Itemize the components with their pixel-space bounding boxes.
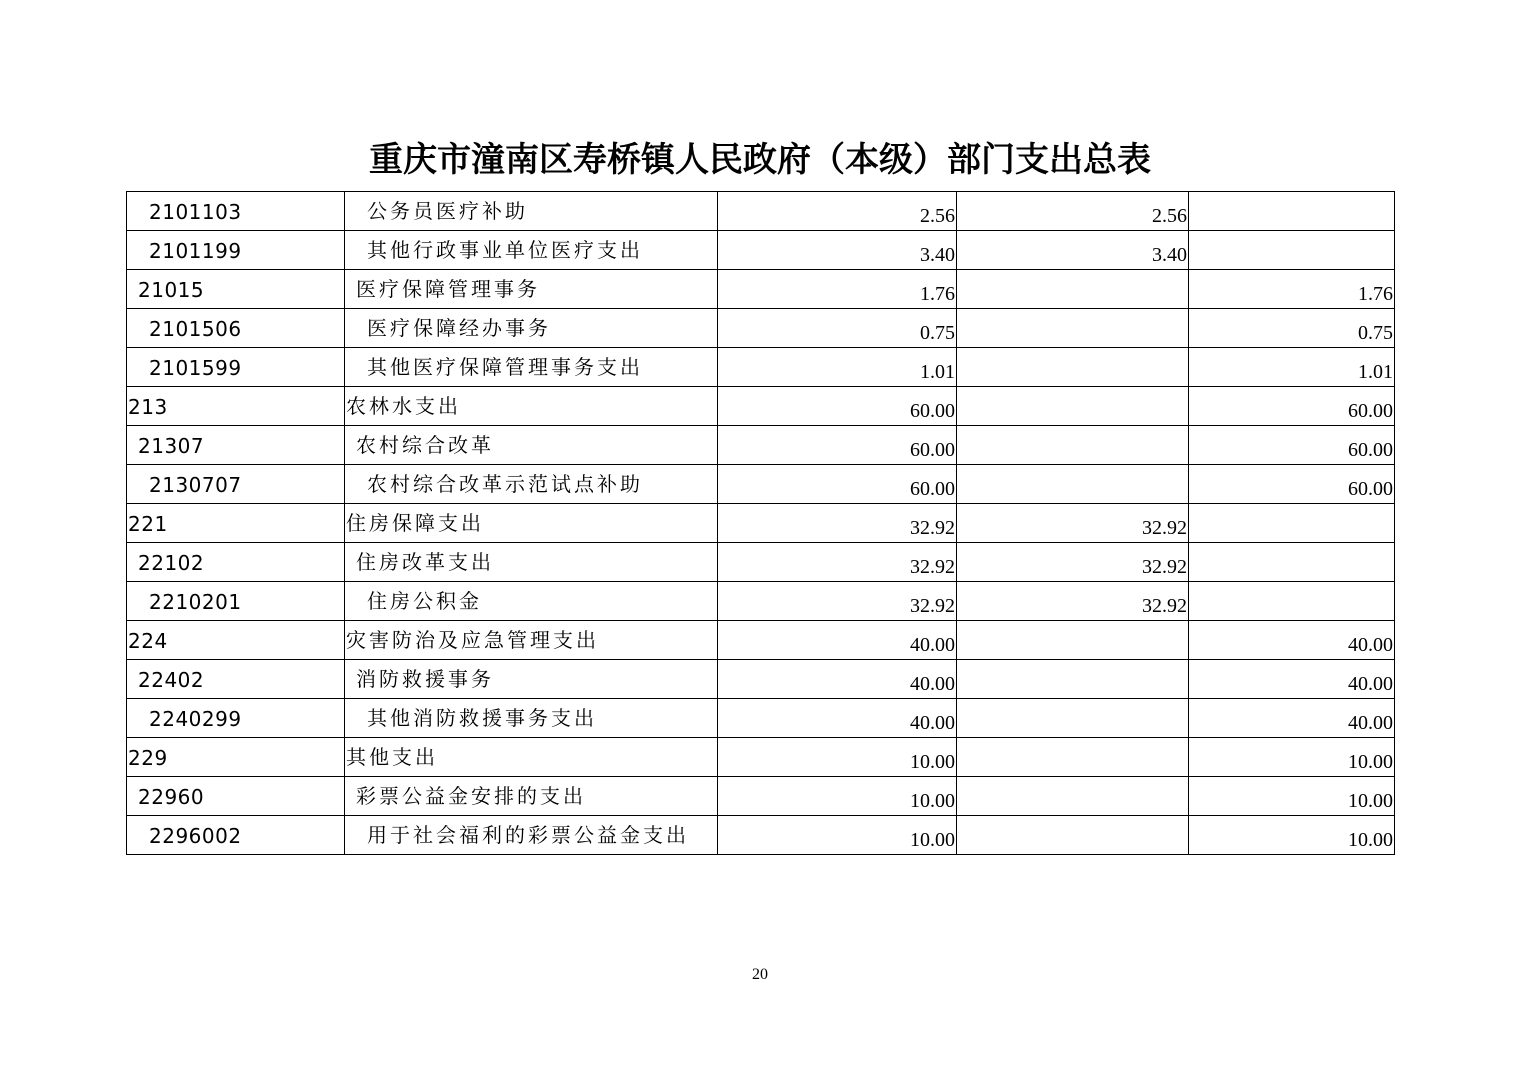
project-expenditure-cell: 40.00 — [1189, 621, 1395, 660]
total-amount-cell: 60.00 — [718, 465, 957, 504]
total-amount-cell: 1.01 — [718, 348, 957, 387]
table-row — [127, 660, 1395, 699]
project-expenditure-cell: 60.00 — [1189, 426, 1395, 465]
basic-expenditure-cell — [957, 699, 1189, 738]
expenditure-table — [126, 191, 1395, 855]
table-row — [127, 192, 1395, 231]
function-code-cell: 221 — [127, 504, 345, 543]
basic-expenditure-cell — [957, 348, 1189, 387]
project-expenditure-cell: 1.01 — [1189, 348, 1395, 387]
function-code-cell: 2101599 — [127, 348, 345, 387]
total-amount-cell: 2.56 — [718, 192, 957, 231]
basic-expenditure-cell — [957, 270, 1189, 309]
project-expenditure-cell: 0.75 — [1189, 309, 1395, 348]
function-name-cell: 彩票公益金安排的支出 — [345, 777, 718, 816]
function-name-cell: 用于社会福利的彩票公益金支出 — [345, 816, 718, 855]
function-code-cell: 2130707 — [127, 465, 345, 504]
function-code-cell: 2210201 — [127, 582, 345, 621]
total-amount-cell: 3.40 — [718, 231, 957, 270]
project-expenditure-cell — [1189, 504, 1395, 543]
project-expenditure-cell: 1.76 — [1189, 270, 1395, 309]
function-name-cell: 其他消防救援事务支出 — [345, 699, 718, 738]
function-code-cell: 2296002 — [127, 816, 345, 855]
table-row — [127, 699, 1395, 738]
project-expenditure-cell — [1189, 231, 1395, 270]
basic-expenditure-cell — [957, 309, 1189, 348]
function-code-cell: 2240299 — [127, 699, 345, 738]
table-row — [127, 582, 1395, 621]
total-amount-cell: 0.75 — [718, 309, 957, 348]
page-number: 20 — [752, 966, 768, 983]
basic-expenditure-cell — [957, 621, 1189, 660]
total-amount-cell: 10.00 — [718, 816, 957, 855]
project-expenditure-cell: 40.00 — [1189, 660, 1395, 699]
basic-expenditure-cell — [957, 777, 1189, 816]
project-expenditure-cell: 10.00 — [1189, 777, 1395, 816]
table-row — [127, 543, 1395, 582]
table-row — [127, 231, 1395, 270]
table-row — [127, 348, 1395, 387]
table-row — [127, 465, 1395, 504]
total-amount-cell: 40.00 — [718, 699, 957, 738]
project-expenditure-cell: 60.00 — [1189, 387, 1395, 426]
project-expenditure-cell — [1189, 543, 1395, 582]
project-expenditure-cell: 10.00 — [1189, 816, 1395, 855]
total-amount-cell: 60.00 — [718, 426, 957, 465]
function-name-cell: 农村综合改革示范试点补助 — [345, 465, 718, 504]
table-row — [127, 504, 1395, 543]
table-body — [127, 192, 1395, 855]
function-name-cell: 农村综合改革 — [345, 426, 718, 465]
basic-expenditure-cell — [957, 660, 1189, 699]
basic-expenditure-cell: 2.56 — [957, 192, 1189, 231]
function-name-cell: 住房改革支出 — [345, 543, 718, 582]
function-code-cell: 21307 — [127, 426, 345, 465]
basic-expenditure-cell — [957, 426, 1189, 465]
table-row — [127, 426, 1395, 465]
page-title: 重庆市潼南区寿桥镇人民政府（本级）部门支出总表 — [369, 140, 1151, 180]
project-expenditure-cell — [1189, 582, 1395, 621]
basic-expenditure-cell: 32.92 — [957, 504, 1189, 543]
total-amount-cell: 40.00 — [718, 621, 957, 660]
total-amount-cell: 1.76 — [718, 270, 957, 309]
function-code-cell: 21015 — [127, 270, 345, 309]
basic-expenditure-cell — [957, 465, 1189, 504]
function-name-cell: 医疗保障管理事务 — [345, 270, 718, 309]
function-code-cell: 224 — [127, 621, 345, 660]
function-code-cell: 2101103 — [127, 192, 345, 231]
function-code-cell: 229 — [127, 738, 345, 777]
total-amount-cell: 40.00 — [718, 660, 957, 699]
total-amount-cell: 32.92 — [718, 543, 957, 582]
table-row — [127, 309, 1395, 348]
project-expenditure-cell — [1189, 192, 1395, 231]
table-row — [127, 387, 1395, 426]
function-code-cell: 22960 — [127, 777, 345, 816]
total-amount-cell: 10.00 — [718, 738, 957, 777]
basic-expenditure-cell: 3.40 — [957, 231, 1189, 270]
function-code-cell: 213 — [127, 387, 345, 426]
basic-expenditure-cell: 32.92 — [957, 582, 1189, 621]
basic-expenditure-cell — [957, 738, 1189, 777]
table-row — [127, 270, 1395, 309]
function-name-cell: 其他支出 — [345, 738, 718, 777]
project-expenditure-cell: 60.00 — [1189, 465, 1395, 504]
project-expenditure-cell: 40.00 — [1189, 699, 1395, 738]
function-name-cell: 灾害防治及应急管理支出 — [345, 621, 718, 660]
table-row — [127, 621, 1395, 660]
basic-expenditure-cell: 32.92 — [957, 543, 1189, 582]
basic-expenditure-cell — [957, 387, 1189, 426]
total-amount-cell: 10.00 — [718, 777, 957, 816]
table-row — [127, 738, 1395, 777]
function-code-cell: 2101506 — [127, 309, 345, 348]
function-name-cell: 农林水支出 — [345, 387, 718, 426]
table-row — [127, 816, 1395, 855]
table-row — [127, 777, 1395, 816]
function-code-cell: 22102 — [127, 543, 345, 582]
project-expenditure-cell: 10.00 — [1189, 738, 1395, 777]
total-amount-cell: 32.92 — [718, 504, 957, 543]
function-name-cell: 医疗保障经办事务 — [345, 309, 718, 348]
function-name-cell: 住房保障支出 — [345, 504, 718, 543]
total-amount-cell: 32.92 — [718, 582, 957, 621]
basic-expenditure-cell — [957, 816, 1189, 855]
function-name-cell: 其他医疗保障管理事务支出 — [345, 348, 718, 387]
function-name-cell: 住房公积金 — [345, 582, 718, 621]
function-code-cell: 2101199 — [127, 231, 345, 270]
function-name-cell: 公务员医疗补助 — [345, 192, 718, 231]
function-code-cell: 22402 — [127, 660, 345, 699]
function-name-cell: 消防救援事务 — [345, 660, 718, 699]
function-name-cell: 其他行政事业单位医疗支出 — [345, 231, 718, 270]
total-amount-cell: 60.00 — [718, 387, 957, 426]
